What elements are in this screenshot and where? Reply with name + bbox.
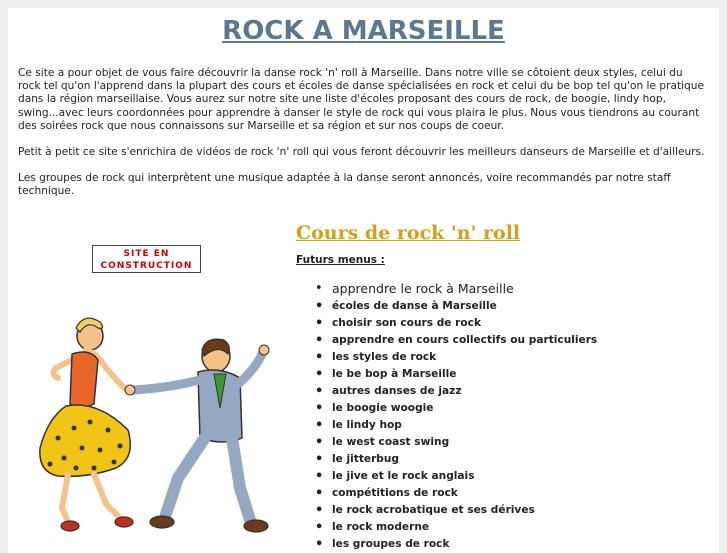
list-item: • le jive et le rock anglais	[315, 468, 597, 485]
future-menu-list	[315, 280, 597, 553]
list-item: • les styles de rock	[315, 349, 597, 366]
list-item: • le be bop à Marseille	[315, 366, 597, 383]
future-menus-label: Futurs menus :	[296, 254, 385, 266]
intro-text	[18, 67, 708, 212]
intro-paragraph-2: Petit à petit ce site s'enrichira de vidéos de rock 'n' roll qui vous feront découvrir les meilleurs danseurs de Marseille et d'ailleurs.	[18, 146, 705, 159]
under-construction-badge	[92, 245, 201, 273]
list-item: • le rock moderne	[315, 519, 597, 536]
page-title: ROCK A MARSEILLE	[222, 16, 505, 46]
list-item: • les groupes de rock	[315, 536, 597, 553]
list-item: • le boogie woogie	[315, 400, 597, 417]
badge-line-1: SITE EN	[123, 249, 170, 259]
list-item: • choisir son cours de rock	[315, 315, 597, 332]
list-item: • le jitterbug	[315, 451, 597, 468]
badge-line-2: CONSTRUCTION	[100, 261, 193, 271]
list-item: • écoles de danse à Marseille	[315, 298, 597, 315]
list-item: • le lindy hop	[315, 417, 597, 434]
intro-paragraph-1: Ce site a pour objet de vous faire découvrir la danse rock 'n' roll à Marseille. Dans notre ville se côtoient deux styles, celui du rock tel qu'on l'apprend dans la plupart des cours et écoles de danse spécialisées en rock et celui du be bop tel qu'on le pratique dans la région marseillaise. Vous aurez sur notre site une liste d'écoles proposant des cours de rock, de boogie, lindy hop, swing...avec leurs coordonnées pour apprendre à danser le style de rock qui vous plaira le plus. Nous vous tiendrons au courant des soirées rock que nous connaissons sur Marseille et sa région et sur nos coups de coeur.	[18, 67, 705, 132]
intro-paragraph-3: Les groupes de rock qui interprètent une musique adaptée à la danse seront annoncés, voire recommandés par notre staff technique.	[18, 172, 671, 198]
list-item: • compétitions de rock	[315, 485, 597, 502]
page	[8, 8, 719, 553]
man-dancer	[125, 339, 269, 532]
woman-dancer	[40, 318, 133, 531]
cours-section-title: Cours de rock 'n' roll	[296, 222, 521, 244]
list-item: • le rock acrobatique et ses dérives	[315, 502, 597, 519]
list-item: • le west coast swing	[315, 434, 597, 451]
dancers-illustration	[28, 308, 273, 553]
list-item: • autres danses de jazz	[315, 383, 597, 400]
list-item: • apprendre en cours collectifs ou particuliers	[315, 332, 597, 349]
list-item: • apprendre le rock à Marseille	[315, 280, 597, 298]
